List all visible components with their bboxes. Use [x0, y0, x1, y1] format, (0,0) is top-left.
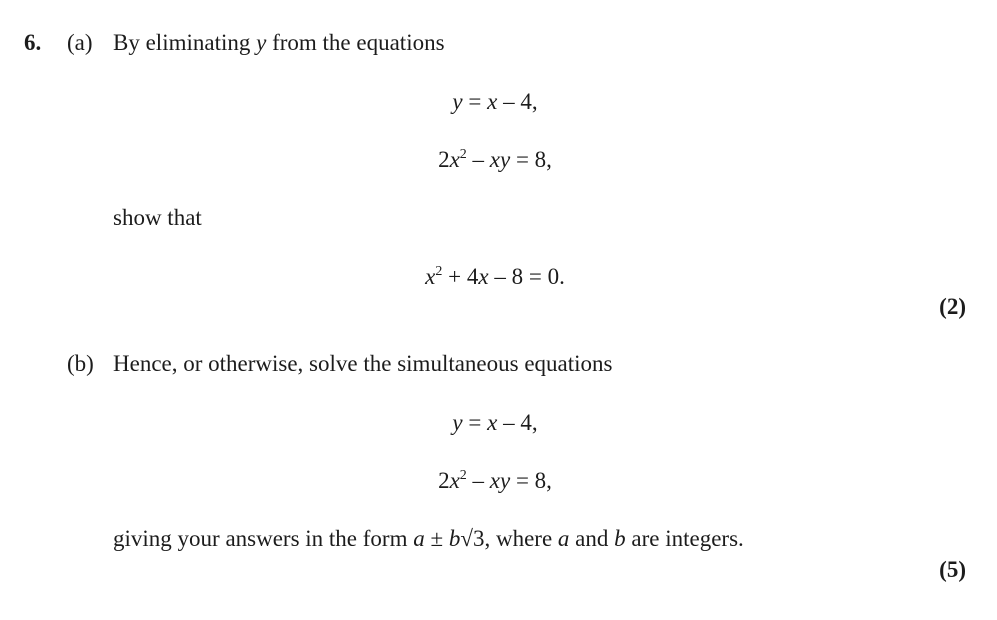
part-a-marks: (2) [939, 294, 966, 319]
part-b-intro: Hence, or otherwise, solve the simultaneous equations [113, 351, 613, 376]
part-a-intro-variable: y [256, 30, 267, 55]
part-b-answer-instruction [113, 527, 744, 550]
answer-prefix: giving your answers in the form [113, 526, 414, 551]
answer-form-a: a [413, 526, 425, 551]
answer-form-plus-minus: ± [424, 526, 449, 551]
part-a-equation-2: $2x^2$ – xy = 8, [438, 147, 552, 172]
part-a-label: (a) [67, 30, 93, 55]
part-b-marks: (5) [939, 557, 966, 582]
answer-form-root: √3 [460, 526, 485, 551]
answer-form-b: b [448, 526, 461, 551]
answer-and: and [569, 526, 615, 551]
part-b-label: (b) [67, 351, 94, 376]
part-a-equation-1: y = x – 4, [452, 89, 538, 114]
part-b-equation-2: $2x^2$ – xy = 8, [438, 468, 552, 493]
part-a-intro [113, 31, 445, 54]
question-number: 6. [24, 30, 42, 55]
part-a-intro-after: from the equations [266, 30, 445, 55]
part-a-show-that: show that [113, 205, 202, 230]
part-b-equation-1: y = x – 4, [452, 410, 538, 435]
part-a-result-equation: $x^2 + 4x - 8 = 0$. [425, 264, 565, 289]
part-a-intro-before: By eliminating [113, 30, 257, 55]
answer-var-b: b [614, 526, 626, 551]
answer-var-a: a [557, 526, 570, 551]
answer-mid: , where [484, 526, 558, 551]
answer-suffix: are integers. [625, 526, 744, 551]
